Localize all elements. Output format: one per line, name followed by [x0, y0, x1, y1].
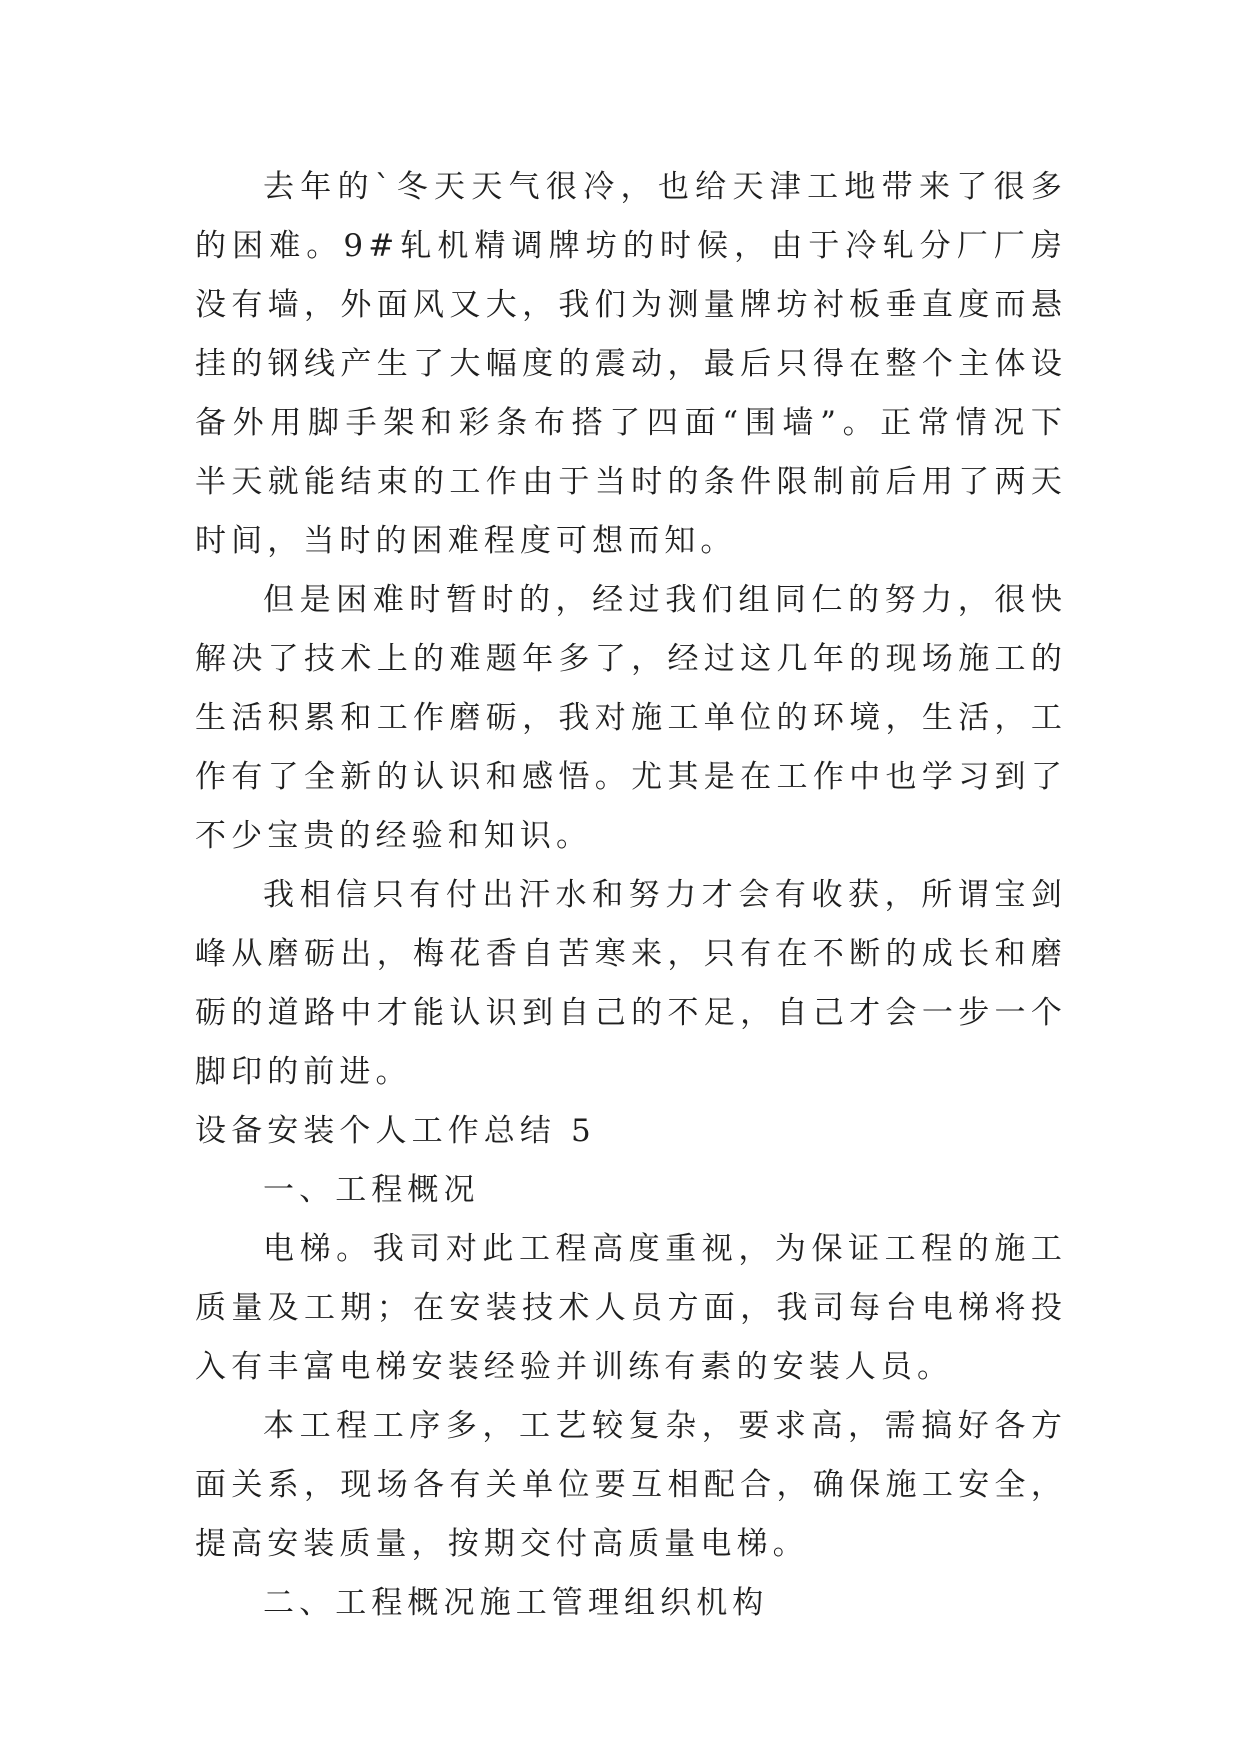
paragraph-process-requirements: 本工程工序多，工艺较复杂，要求高，需搞好各方面关系，现场各有关单位要互相配合，确保施工安全，提高安装质量，按期交付高质量电梯。: [195, 1408, 1067, 1562]
paragraph-winter-difficulty: 去年的`冬天天气很冷，也给天津工地带来了很多的困难。9#轧机精调牌坊的时候，由于冷轧分厂厂房没有墙，外面风又大，我们为测量牌坊衬板垂直度而悬挂的钢线产生了大幅度的震动，最后只得在整个主体设备外用脚手架和彩条布搭了四面“围墙”。正常情况下半天就能结束的工作由于当时的条件限制前后用了两天时间，当时的困难程度可想而知。: [195, 169, 1067, 559]
paragraph-effort-reward: 我相信只有付出汗水和努力才会有收获，所谓宝剑峰从磨砺出，梅花香自苦寒来，只有在不断的成长和磨砺的道路中才能认识到自己的不足，自己才会一步一个脚印的前进。: [195, 877, 1067, 1090]
document-body: [195, 158, 1067, 1633]
subheading-management-organization: 二、工程概况施工管理组织机构: [263, 1585, 769, 1621]
paragraph-elevator: 电梯。我司对此工程高度重视，为保证工程的施工质量及工期；在安装技术人员方面，我司每台电梯将投入有丰富电梯安装经验并训练有素的安装人员。: [195, 1231, 1067, 1385]
section-title: 设备安装个人工作总结 5: [195, 1113, 596, 1149]
subheading-project-overview: 一、工程概况: [263, 1172, 480, 1208]
paragraph-overcoming-difficulty: 但是困难时暂时的，经过我们组同仁的努力，很快解决了技术上的难题年多了，经过这几年的现场施工的生活积累和工作磨砺，我对施工单位的环境，生活，工作有了全新的认识和感悟。尤其是在工作中也学习到了不少宝贵的经验和知识。: [195, 582, 1067, 854]
